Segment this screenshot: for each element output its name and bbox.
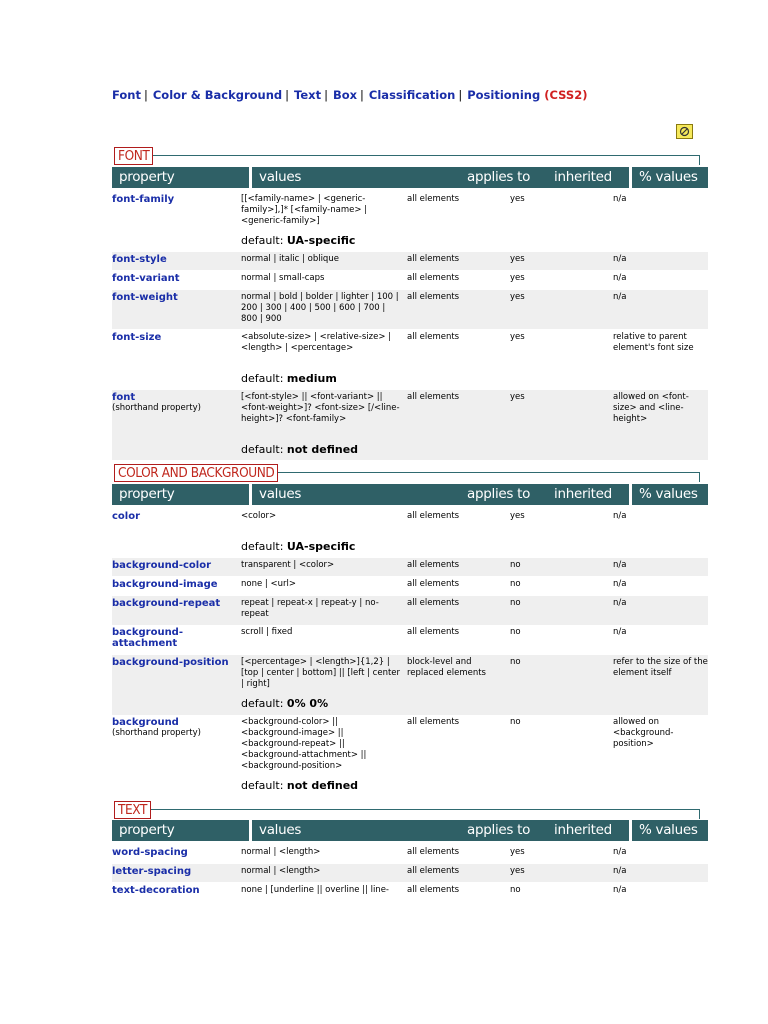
section-font-heading xyxy=(112,147,708,167)
inherited: no xyxy=(510,560,521,570)
header-applies-to: applies to xyxy=(460,167,544,188)
help-icon[interactable] xyxy=(676,124,693,139)
table-row xyxy=(112,271,708,289)
applies-to: all elements xyxy=(407,579,460,589)
inherited: yes xyxy=(510,847,525,857)
header-inherited: inherited xyxy=(547,167,629,188)
percent-values: n/a xyxy=(613,292,627,302)
table-row xyxy=(112,330,708,390)
property-values: scroll | fixed xyxy=(241,627,293,637)
property-name[interactable]: font-weight xyxy=(112,292,178,303)
header-values: values xyxy=(252,484,569,505)
inherited: no xyxy=(510,579,521,589)
nav-separator: | xyxy=(324,88,328,102)
table-row xyxy=(112,883,708,901)
nav-link-classification[interactable]: Classification xyxy=(368,88,456,102)
property-values: <background-color> || <background-image> || <background-repeat> || <background-attachment> || <background-position> xyxy=(241,717,367,771)
nav-separator: | xyxy=(360,88,364,102)
css2-tag: (CSS2) xyxy=(544,88,588,102)
percent-values: allowed on <font-size> and <line-height> xyxy=(613,392,689,424)
section-color-heading xyxy=(112,464,708,484)
header-property: property xyxy=(112,820,249,841)
default-value: default: UA-specific xyxy=(241,540,356,553)
nav-separator: | xyxy=(458,88,463,102)
table-row xyxy=(112,509,708,558)
percent-values: n/a xyxy=(613,511,627,521)
nav-separator: | xyxy=(285,88,290,102)
header-percent-values: % values xyxy=(632,167,708,188)
property-name[interactable]: word-spacing xyxy=(112,847,188,858)
section-title-color-background: COLOR AND BACKGROUND xyxy=(114,464,278,482)
inherited: no xyxy=(510,717,521,727)
property-values: <absolute-size> | <relative-size> | <length> | <percentage> xyxy=(241,332,392,353)
property-values: transparent | <color> xyxy=(241,560,335,570)
nav-link-box[interactable]: Box xyxy=(332,88,358,102)
table-header-color xyxy=(112,484,708,505)
percent-values: n/a xyxy=(613,847,627,857)
applies-to: all elements xyxy=(407,392,460,402)
property-values: normal | bold | bolder | lighter | 100 | 200 | 300 | 400 | 500 | 600 | 700 | 800 | 900 xyxy=(241,292,399,324)
header-inherited: inherited xyxy=(547,484,629,505)
applies-to: all elements xyxy=(407,717,460,727)
applies-to: all elements xyxy=(407,273,460,283)
table-row xyxy=(112,192,708,252)
table-row xyxy=(112,290,708,329)
table-header-font xyxy=(112,167,708,188)
inherited: yes xyxy=(510,511,525,521)
nav-link-color-background[interactable]: Color & Background xyxy=(152,88,283,102)
header-applies-to: applies to xyxy=(460,820,544,841)
percent-values: n/a xyxy=(613,885,627,895)
property-values: none | [underline || overline || line- xyxy=(241,885,389,895)
property-name[interactable]: background-position xyxy=(112,657,229,668)
property-values: normal | small-caps xyxy=(241,273,325,283)
inherited: yes xyxy=(510,866,525,876)
percent-values: n/a xyxy=(613,627,627,637)
inherited: yes xyxy=(510,194,525,204)
property-name[interactable]: font-style xyxy=(112,254,167,265)
applies-to: all elements xyxy=(407,885,460,895)
table-row xyxy=(112,558,708,576)
property-name[interactable]: background-attachment xyxy=(112,627,183,649)
default-value: default: UA-specific xyxy=(241,234,356,247)
property-name[interactable]: background-repeat xyxy=(112,598,221,609)
table-row xyxy=(112,655,708,715)
nav-link-font[interactable]: Font xyxy=(112,88,141,102)
header-applies-to: applies to xyxy=(460,484,544,505)
inherited: yes xyxy=(510,332,525,342)
property-values: normal | italic | oblique xyxy=(241,254,339,264)
property-name[interactable]: font-variant xyxy=(112,273,180,284)
percent-values: n/a xyxy=(613,254,627,264)
table-row xyxy=(112,845,708,863)
section-title-font: FONT xyxy=(114,147,153,165)
percent-values: n/a xyxy=(613,273,627,283)
nav-link-positioning[interactable]: Positioning xyxy=(467,88,541,102)
property-name[interactable]: background-color xyxy=(112,560,212,571)
nav-link-text[interactable]: Text xyxy=(294,88,322,102)
property-name[interactable]: letter-spacing xyxy=(112,866,192,877)
percent-values: n/a xyxy=(613,560,627,570)
default-value: default: not defined xyxy=(241,779,359,792)
top-navigation xyxy=(112,88,587,106)
property-values: repeat | repeat-x | repeat-y | no-repeat xyxy=(241,598,379,619)
inherited: yes xyxy=(510,392,525,402)
property-values: [[<family-name> | <generic-family>],]* [<family-name> | <generic-family>] xyxy=(241,194,368,226)
applies-to: all elements xyxy=(407,511,460,521)
section-text-heading xyxy=(112,801,708,821)
property-note: (shorthand property) xyxy=(112,728,201,738)
applies-to: block-level and replaced elements xyxy=(407,657,486,678)
percent-values: relative to parent element's font size xyxy=(613,332,694,353)
header-percent-values: % values xyxy=(632,484,708,505)
header-values: values xyxy=(252,167,569,188)
property-name[interactable]: font (shorthand property) xyxy=(112,392,238,414)
default-value: default: medium xyxy=(241,372,337,385)
property-note: (shorthand property) xyxy=(112,403,201,413)
table-row xyxy=(112,596,708,625)
percent-values: n/a xyxy=(613,194,627,204)
table-row xyxy=(112,390,708,460)
applies-to: all elements xyxy=(407,194,460,204)
table-row xyxy=(112,864,708,882)
applies-to: all elements xyxy=(407,254,460,264)
applies-to: all elements xyxy=(407,292,460,302)
property-values: normal | <length> xyxy=(241,847,321,857)
applies-to: all elements xyxy=(407,598,460,608)
inherited: no xyxy=(510,657,521,667)
table-row xyxy=(112,252,708,270)
inherited: yes xyxy=(510,254,525,264)
property-values: normal | <length> xyxy=(241,866,321,876)
inherited: no xyxy=(510,627,521,637)
table-row xyxy=(112,625,708,655)
percent-values: allowed on <background-position> xyxy=(613,717,674,749)
table-row xyxy=(112,577,708,595)
property-name[interactable]: background (shorthand property) xyxy=(112,717,238,739)
applies-to: all elements xyxy=(407,627,460,637)
section-divider xyxy=(114,809,700,819)
table-row xyxy=(112,715,708,797)
inherited: no xyxy=(510,598,521,608)
property-values: [<font-style> || <font-variant> || <font-weight>]? <font-size> [/<line-height>]? <font-family> xyxy=(241,392,400,424)
header-property: property xyxy=(112,484,249,505)
header-percent-values: % values xyxy=(632,820,708,841)
applies-to: all elements xyxy=(407,866,460,876)
inherited: yes xyxy=(510,292,525,302)
header-values: values xyxy=(252,820,569,841)
section-divider xyxy=(114,155,700,165)
percent-values: n/a xyxy=(613,866,627,876)
inherited: yes xyxy=(510,273,525,283)
header-property: property xyxy=(112,167,249,188)
applies-to: all elements xyxy=(407,332,460,342)
percent-values: n/a xyxy=(613,598,627,608)
property-name[interactable]: background-image xyxy=(112,579,218,590)
property-values: none | <url> xyxy=(241,579,296,589)
property-name[interactable]: text-decoration xyxy=(112,885,200,896)
percent-values: refer to the size of the element itself xyxy=(613,657,708,678)
nav-separator: | xyxy=(143,88,148,102)
property-name[interactable]: font-size xyxy=(112,332,162,343)
header-inherited: inherited xyxy=(547,820,629,841)
percent-values: n/a xyxy=(613,579,627,589)
default-value: default: 0% 0% xyxy=(241,697,329,710)
property-values: [<percentage> | <length>]{1,2} | [top | center | bottom] || [left | center | right] xyxy=(241,657,401,689)
inherited: no xyxy=(510,885,521,895)
applies-to: all elements xyxy=(407,847,460,857)
table-header-text xyxy=(112,820,708,841)
property-name[interactable]: font-family xyxy=(112,194,175,205)
default-value: default: not defined xyxy=(241,443,359,456)
property-name[interactable]: color xyxy=(112,511,141,522)
property-values: <color> xyxy=(241,511,277,521)
section-title-text: TEXT xyxy=(114,801,151,819)
applies-to: all elements xyxy=(407,560,460,570)
